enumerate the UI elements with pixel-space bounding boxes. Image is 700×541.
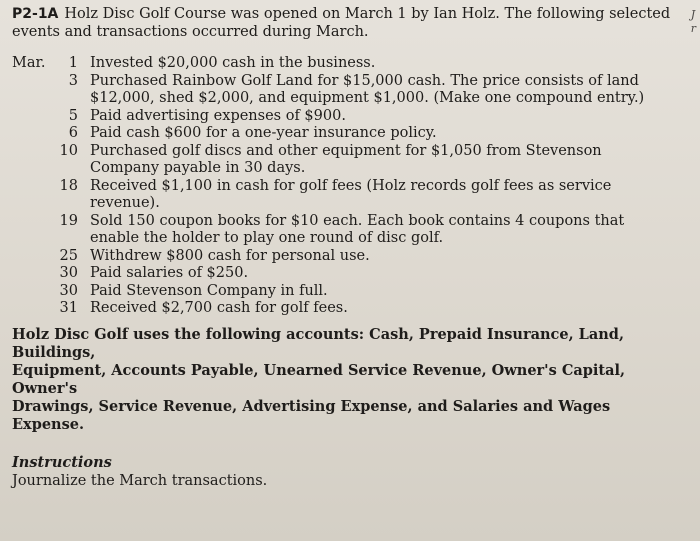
transaction-line: Received $1,100 in cash for golf fees (Holz records golf fees as service revenue). — [90, 177, 612, 211]
transaction-row — [12, 248, 684, 266]
problem-intro — [12, 6, 684, 41]
transaction-description — [90, 213, 684, 248]
transaction-day: 10 — [59, 142, 78, 159]
problem-id: P2-1A — [12, 6, 59, 22]
transaction-day: 30 — [59, 265, 78, 281]
transaction-day: 19 — [59, 212, 78, 229]
transaction-day: 1 — [68, 55, 78, 71]
transaction-description — [90, 73, 684, 108]
accounts-paragraph — [12, 326, 684, 434]
accounts-line: Holz Disc Golf uses the following accounts: Cash, Prepaid Insurance, Land, Buildings, — [12, 325, 624, 361]
transaction-line: Withdrew $800 cash for personal use. — [90, 247, 370, 264]
transaction-line: Paid advertising expenses of $900. — [90, 107, 346, 124]
transaction-row — [12, 108, 684, 126]
transaction-day: 3 — [68, 72, 78, 89]
instructions-heading: Instructions — [12, 453, 112, 471]
transaction-description — [90, 125, 684, 143]
intro-text: Holz Disc Golf Course was opened on March 1 by Ian Holz. The following selected — [64, 6, 671, 22]
transaction-row — [12, 178, 684, 213]
transaction-description — [90, 265, 684, 283]
transaction-row — [12, 143, 684, 178]
transaction-row — [12, 55, 684, 73]
intro-line: events and transactions occurred during March. — [12, 23, 369, 40]
transaction-line: Paid Stevenson Company in full. — [90, 282, 328, 299]
transaction-row — [12, 283, 684, 301]
transaction-line: $12,000, shed $2,000, and equipment $1,000. (Make one compound entry.) — [90, 90, 645, 106]
transaction-description — [90, 108, 684, 126]
adjacent-page-edge-text — [691, 8, 696, 36]
intro-line — [12, 6, 684, 24]
instructions-text: Journalize the March transactions. — [12, 473, 268, 489]
transaction-line: Invested $20,000 cash in the business. — [90, 55, 376, 71]
transaction-day: 25 — [59, 247, 78, 264]
transaction-description — [90, 55, 684, 73]
transaction-day: 31 — [59, 300, 78, 316]
problem-content — [12, 6, 684, 491]
edge-text-line: J — [690, 8, 696, 21]
transaction-month: Mar. — [12, 55, 46, 71]
transaction-description — [90, 143, 684, 178]
transaction-row — [12, 265, 684, 283]
transaction-line: Sold 150 coupon books for $10 each. Each book contains 4 coupons that — [90, 212, 625, 229]
transaction-row — [12, 213, 684, 248]
transaction-day: 5 — [68, 107, 78, 124]
accounts-line: Equipment, Accounts Payable, Unearned Service Revenue, Owner's Capital, Owner's — [12, 361, 626, 397]
transaction-line: enable the holder to play one round of disc golf. — [90, 230, 444, 246]
transaction-day: 6 — [68, 125, 78, 141]
transaction-day: 18 — [59, 177, 78, 194]
transaction-line: Paid salaries of $250. — [90, 265, 249, 281]
transaction-list — [12, 55, 684, 318]
transaction-row — [12, 73, 684, 108]
transaction-row — [12, 125, 684, 143]
transaction-line: Received $2,700 cash for golf fees. — [90, 300, 348, 316]
accounts-line: Drawings, Service Revenue, Advertising Expense, and Salaries and Wages Expense. — [12, 397, 611, 433]
transaction-day: 30 — [59, 282, 78, 299]
transaction-line: Company payable in 30 days. — [90, 160, 306, 176]
transaction-description — [90, 248, 684, 266]
transaction-description — [90, 178, 684, 213]
edge-text-line: r — [690, 22, 696, 35]
transaction-line: Paid cash $600 for a one-year insurance policy. — [90, 125, 437, 141]
transaction-line: Purchased golf discs and other equipment for $1,050 from Stevenson — [90, 142, 602, 159]
transaction-description — [90, 300, 684, 318]
transaction-description — [90, 283, 684, 301]
transaction-line: Purchased Rainbow Golf Land for $15,000 cash. The price consists of land — [90, 72, 639, 89]
transaction-row — [12, 300, 684, 318]
